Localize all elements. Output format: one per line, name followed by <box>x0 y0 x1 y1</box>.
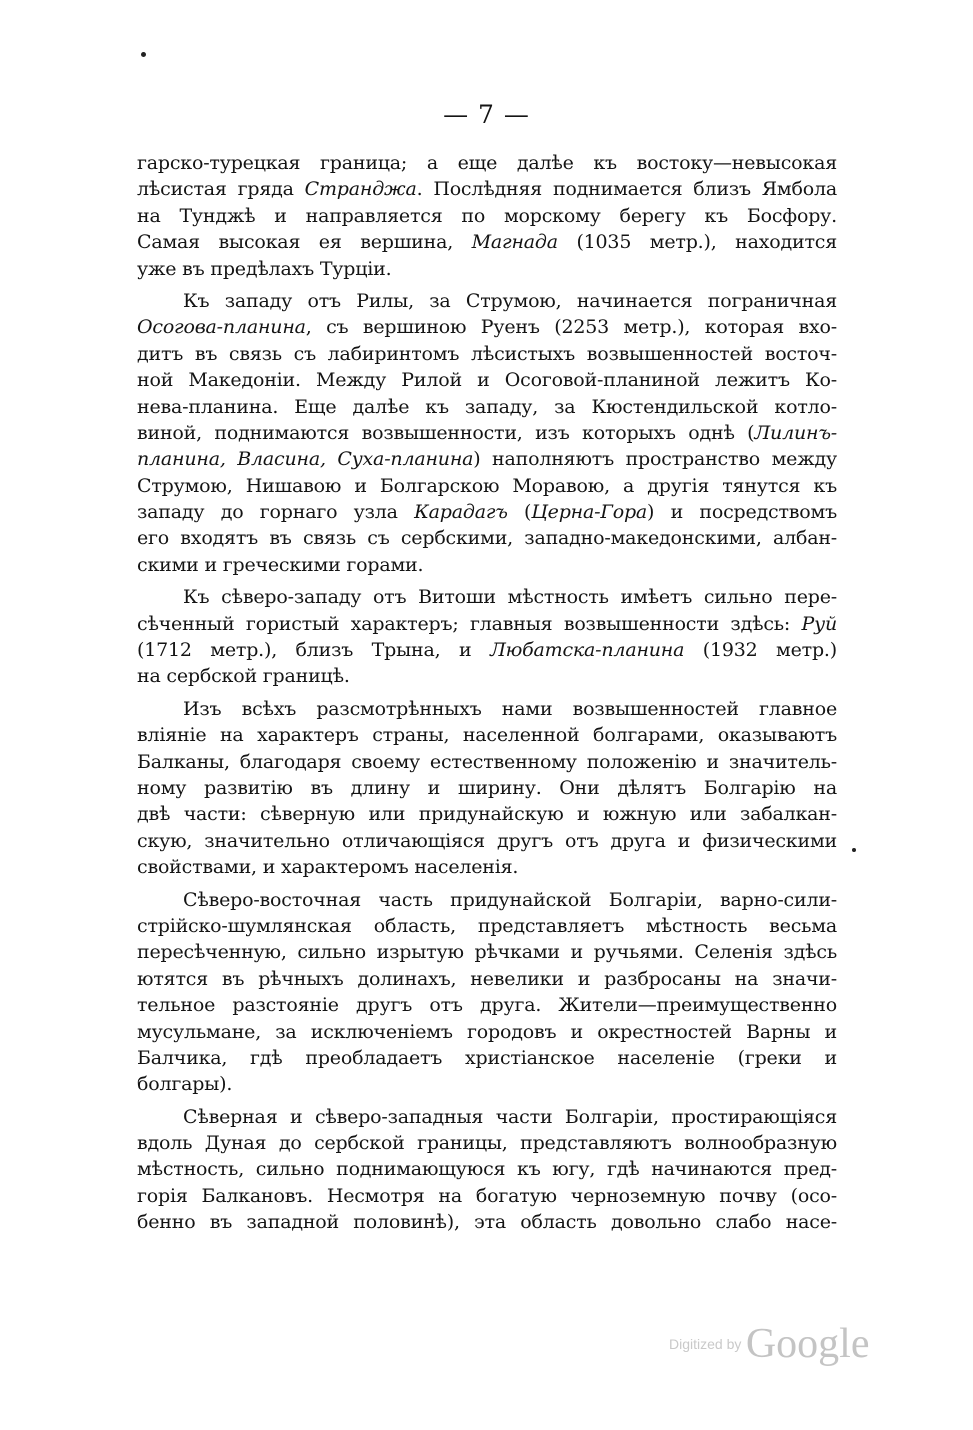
text-line <box>137 887 837 913</box>
text-line <box>137 1019 837 1045</box>
page-number: — 7 — <box>443 100 530 129</box>
text-line <box>137 1071 837 1097</box>
google-logo: Google <box>745 1321 870 1367</box>
text-run: Балчика, гдѣ преобладаетъ христіанское населеніе (греки и <box>137 1046 837 1069</box>
text-line <box>137 1045 837 1071</box>
text-run: (1932 метр.) <box>684 639 837 662</box>
text-run: скую, значительно отличающіяся другъ отъ друга и физическими <box>137 829 837 852</box>
italic-run: Магнада <box>471 231 558 254</box>
text-line <box>137 1104 837 1130</box>
text-run: его входятъ въ связь съ сербскими, западно-македонскими, албан- <box>137 527 837 550</box>
digitized-by-google-watermark <box>669 1320 869 1368</box>
italic-run: Странджа <box>304 178 417 201</box>
text-run: вдоль Дуная до сербской границы, представляютъ волнообразную <box>137 1132 837 1155</box>
text-run: Самая высокая ея вершина, <box>137 231 472 254</box>
text-line <box>137 749 837 775</box>
ink-speck <box>852 848 856 852</box>
text-run: болгары). <box>137 1073 233 1096</box>
text-run: пересѣченную, сильно изрытую рѣчками и ручьями. Селенія здѣсь <box>137 941 837 964</box>
text-line <box>137 637 837 663</box>
text-run: вліяніе на характеръ страны, населенной болгарами, оказываютъ <box>137 724 837 747</box>
text-line <box>137 288 837 314</box>
text-line <box>137 722 837 748</box>
italic-run: Осогова-планина <box>137 316 306 339</box>
text-line <box>137 663 837 689</box>
text-run: западу до горнаго узла <box>137 501 415 524</box>
text-run: ной Македоніи. Между Рилой и Осоговой-планиной лежитъ Ко- <box>137 369 837 392</box>
text-run: сѣченный гористый характеръ; главныя возвышенности здѣсь: <box>137 612 802 635</box>
text-line <box>137 966 837 992</box>
text-run: дитъ въ связь съ лабиринтомъ лѣсистыхъ возвышенностей восточ- <box>137 342 837 365</box>
text-line <box>137 394 837 420</box>
italic-run: планина, Власина, Суха-планина <box>137 448 474 471</box>
text-run: на Тунджѣ и направляется по морскому берегу къ Босфору. <box>137 204 837 227</box>
text-line <box>137 992 837 1018</box>
text-run: скими и греческими горами. <box>137 553 424 576</box>
text-line <box>137 229 837 255</box>
text-run: ) и посредствомъ <box>647 501 837 524</box>
text-line <box>137 1183 837 1209</box>
text-run: виной, поднимаются возвышенности, изъ которыхъ однѣ ( <box>137 421 755 444</box>
italic-run: Руй <box>801 612 837 635</box>
text-line <box>137 939 837 965</box>
text-line <box>137 176 837 202</box>
text-line <box>137 854 837 880</box>
watermark-prefix: Digitized by <box>669 1336 742 1352</box>
text-line <box>137 473 837 499</box>
italic-run: Любатска-планина <box>489 639 685 662</box>
text-line <box>137 446 837 472</box>
italic-run: Лилинъ- <box>754 421 837 444</box>
text-run: Струмою, Нишавою и Болгарскою Моравою, а другія тянутся къ <box>137 474 837 497</box>
text-line <box>137 1130 837 1156</box>
text-run: бенно въ западной половинѣ), эта область довольно слабо насе- <box>137 1211 837 1234</box>
text-run: (1035 метр.), находится <box>557 231 837 254</box>
text-line <box>137 367 837 393</box>
text-line <box>137 913 837 939</box>
text-run: . Послѣдняя поднимается близъ Ямбола <box>416 178 837 201</box>
text-run: ному развитію въ длину и ширину. Они дѣлятъ Болгарію на <box>137 776 837 799</box>
text-run: горія Балкановъ. Несмотря на богатую черноземную почву (осо- <box>137 1184 837 1207</box>
text-run: , съ вершиною Руенъ (2253 метр.), которая вхо- <box>305 316 837 339</box>
text-line <box>137 584 837 610</box>
text-run: тельное разстояніе другъ отъ друга. Жители—преимущественно <box>137 994 837 1017</box>
text-run: двѣ части: сѣверную или придунайскую и южную или забалкан- <box>137 803 837 826</box>
text-line <box>137 611 837 637</box>
text-run: Сѣверная и сѣверо-западныя части Болгаріи, простирающіяся <box>183 1105 837 1128</box>
text-run: Сѣверо-восточная часть придунайской Болгаріи, варно-сили- <box>183 888 837 911</box>
text-line <box>137 499 837 525</box>
text-run: Балканы, благодаря своему естественному положенію и значитель- <box>137 750 837 773</box>
text-line <box>137 552 837 578</box>
text-line <box>137 203 837 229</box>
text-run: нева-планина. Еще далѣе къ западу, за Кюстендильской котло- <box>137 395 837 418</box>
text-run: гарско-турецкая граница; а еще далѣе къ востоку—невысокая <box>137 152 837 174</box>
text-line <box>137 314 837 340</box>
text-run: Къ сѣверо-западу отъ Витоши мѣстность имѣетъ сильно пере- <box>183 586 837 609</box>
text-line <box>137 525 837 551</box>
text-line <box>137 801 837 827</box>
text-run: уже въ предѣлахъ Турціи. <box>137 257 392 280</box>
text-line <box>137 1156 837 1182</box>
text-run: (1712 метр.), близъ Трына, и <box>137 639 490 662</box>
ink-speck <box>141 52 146 57</box>
text-line <box>137 256 837 282</box>
text-run: Къ западу отъ Рилы, за Струмою, начинается пограничная <box>183 289 837 312</box>
italic-run: Карадагъ <box>414 501 508 524</box>
body-text <box>137 150 837 1236</box>
text-run: на сербской границѣ. <box>137 665 350 688</box>
text-line <box>137 150 837 176</box>
italic-run: Церна-Гора <box>531 501 648 524</box>
text-line <box>137 341 837 367</box>
text-run: ютятся въ рѣчныхъ долинахъ, невелики и разбросаны на значи- <box>137 967 837 990</box>
text-line <box>137 696 837 722</box>
text-run: Изъ всѣхъ разсмотрѣнныхъ нами возвышенностей главное <box>183 697 837 720</box>
text-run: свойствами, и характеромъ населенія. <box>137 856 519 879</box>
text-run: ( <box>507 501 532 524</box>
text-line <box>137 420 837 446</box>
text-run: ) наполняютъ пространство между <box>473 448 837 471</box>
text-line <box>137 828 837 854</box>
text-run: лѣсистая гряда <box>137 178 305 201</box>
text-run: мусульмане, за исключеніемъ городовъ и окрестностей Варны и <box>137 1020 837 1043</box>
text-run: стрійско-шумлянская область, представляетъ мѣстность весьма <box>137 914 837 937</box>
text-run: мѣстность, сильно поднимающуюся къ югу, гдѣ начинаются пред- <box>137 1158 837 1181</box>
text-line <box>137 775 837 801</box>
text-line <box>137 1209 837 1235</box>
